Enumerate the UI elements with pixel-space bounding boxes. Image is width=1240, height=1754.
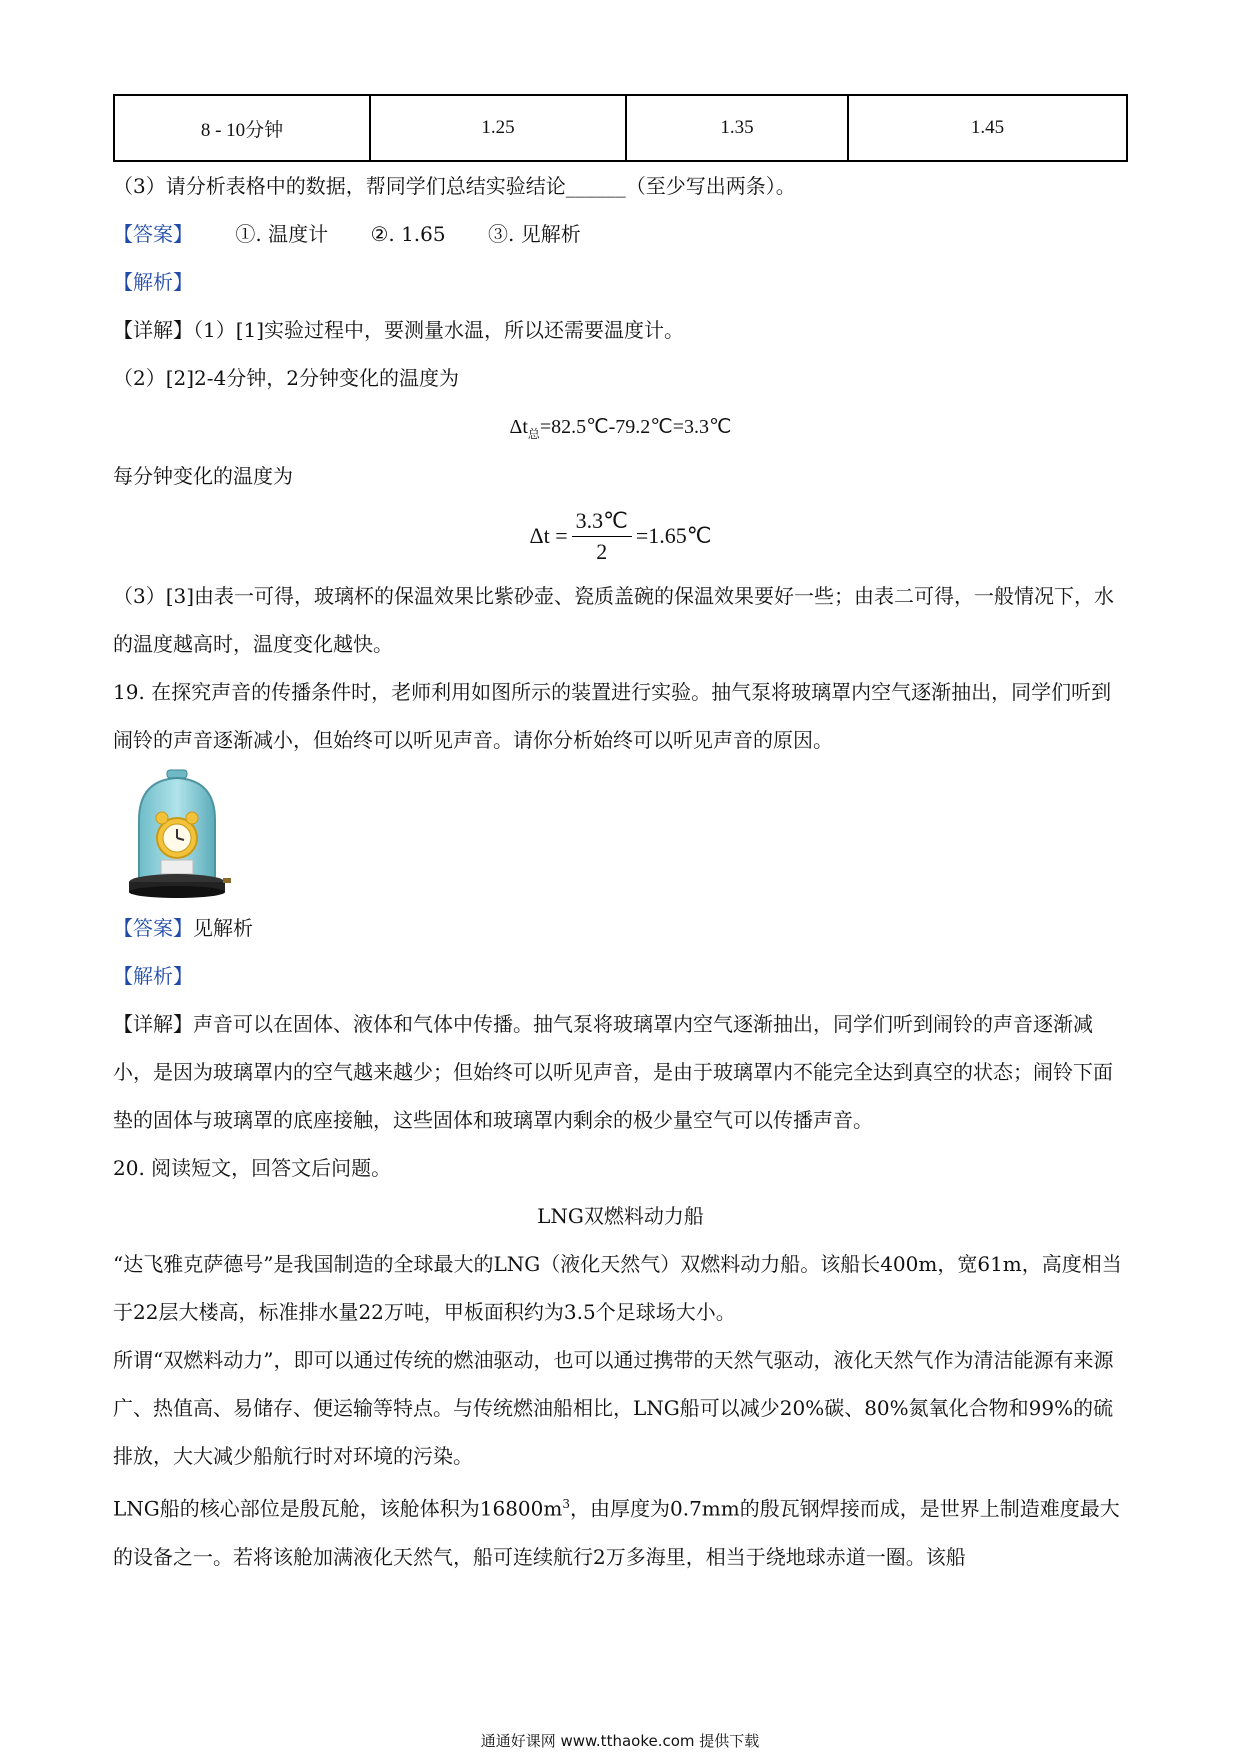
table-cell-value-3: 1.45: [848, 95, 1127, 161]
paragraph-3-sup: 3: [562, 1497, 570, 1511]
answer-tag: 【答案】: [113, 222, 193, 246]
fraction-denominator: 2: [596, 538, 608, 564]
detail-1: [113, 306, 1128, 354]
answer-19-tag: 【答案】: [113, 916, 193, 940]
detail-1-text: （1）[1]实验过程中，要测量水温，所以还需要温度计。: [193, 318, 685, 342]
formula-per-minute: [113, 500, 1128, 572]
article-paragraph-1: “达飞雅克萨德号”是我国制造的全球最大的LNG（液化天然气）双燃料动力船。该船长400m，宽61m，高度相当于22层大楼高，标准排水量22万吨，甲板面积约为3.5个足球场大小。: [113, 1252, 1122, 1324]
paragraph-3-part-a: LNG船的核心部位是殷瓦舱，该舱体积为16800m: [113, 1496, 563, 1521]
article-paragraph-3: [113, 1480, 1128, 1581]
detail-19: [113, 1000, 1128, 1144]
answer-option-3: ③. 见解析: [487, 222, 581, 246]
formula-2-rhs: =1.65℃: [635, 523, 712, 548]
detail-19-tag: 【详解】: [113, 1012, 193, 1036]
fraction-numerator: 3.3℃: [572, 506, 632, 537]
answer-line: [113, 210, 1128, 258]
question-19: 19. 在探究声音的传播条件时，老师利用如图所示的装置进行实验。抽气泵将玻璃罩内空气逐渐抽出，同学们听到闹铃的声音逐渐减小，但始终可以听见声音。请你分析始终可以听见声音的原因。: [113, 680, 1112, 752]
answer-option-2: ②. 1.65: [370, 222, 446, 246]
bell-jar-alarm-clock-icon: [121, 768, 233, 900]
detail-3: （3）[3]由表一可得，玻璃杯的保温效果比紫砂壶、瓷质盖碗的保温效果要好一些；由表二可得，一般情况下，水的温度越高时，温度变化越快。: [113, 584, 1115, 656]
formula-1-rhs: =82.5℃-79.2℃=3.3℃: [539, 416, 732, 438]
fraction: [572, 506, 632, 567]
page-content: [113, 94, 1128, 1581]
detail-2: （2）[2]2-4分钟，2分钟变化的温度为: [113, 366, 459, 390]
answer-option-1: ①. 温度计: [235, 222, 329, 246]
table-cell-value-2: 1.35: [626, 95, 848, 161]
article-title: LNG双燃料动力船: [537, 1204, 704, 1228]
table-cell-value-1: 1.25: [370, 95, 626, 161]
detail-tag: 【详解】: [113, 318, 193, 342]
article-paragraph-2: 所谓“双燃料动力”，即可以通过传统的燃油驱动，也可以通过携带的天然气驱动，液化天然气作为清洁能源有来源广、热值高、易储存、便运输等特点。与传统燃油船相比，LNG船可以减少20%碳、80%氮氧化合物和99%的硫排放，大大减少船航行时对环境的污染。: [113, 1348, 1114, 1468]
paragraph-3-part-b: ，由厚度为0.7mm的殷瓦钢焊接而成，是世界上制造难度最大的设备之一。若将该舱加满液化天然气，船可连续航行2万多海里，相当于绕地球赤道一圈。该船: [113, 1496, 1120, 1569]
detail-19-text: 声音可以在固体、液体和气体中传播。抽气泵将玻璃罩内空气逐渐抽出，同学们听到闹铃的声音逐渐减小，是因为玻璃罩内的空气越来越少；但始终可以听见声音，是由于玻璃罩内不能完全达到真空的状态；闹铃下面垫的固体与玻璃罩的底座接触，这些固体和玻璃罩内剩余的极少量空气可以传播声音。: [113, 1012, 1113, 1132]
analysis-tag: 【解析】: [113, 270, 193, 294]
question-3: （3）请分析表格中的数据，帮同学们总结实验结论______（至少写出两条）。: [113, 174, 796, 198]
table-row: [114, 95, 1127, 161]
page-footer: 通通好课网 www.tthaoke.com 提供下载: [480, 1732, 760, 1750]
data-table: [113, 94, 1128, 162]
formula-total-change: [113, 402, 1128, 452]
formula-1-sub: 总: [527, 427, 540, 441]
formula-1-lhs: Δt: [509, 416, 528, 438]
table-cell-time: 8 - 10分钟: [114, 95, 370, 161]
bell-jar-figure: [121, 768, 1128, 904]
formula-2-lhs: Δt =: [529, 523, 568, 548]
analysis-19-tag: 【解析】: [113, 964, 193, 988]
per-minute-text: 每分钟变化的温度为: [113, 464, 293, 488]
answer-19-text: 见解析: [193, 916, 253, 940]
question-20: 20. 阅读短文，回答文后问题。: [113, 1156, 392, 1180]
answer-19: [113, 904, 1128, 952]
